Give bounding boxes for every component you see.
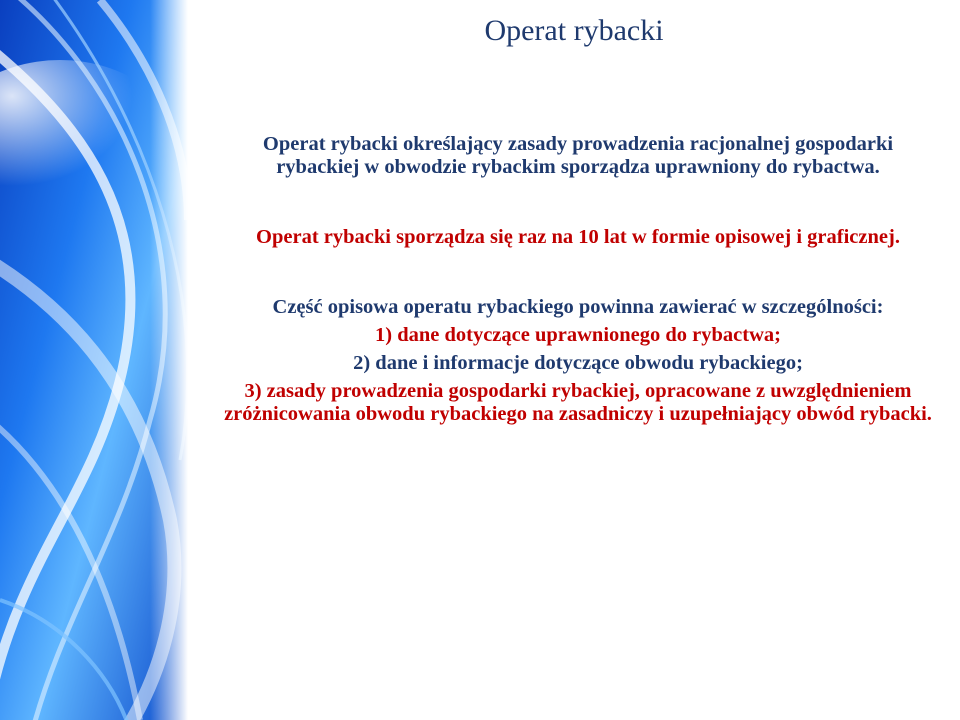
paragraph-frequency: Operat rybacki sporządza się raz na 10 lat w formie opisowej i graficznej. bbox=[256, 226, 900, 248]
slide-title: Operat rybacki bbox=[484, 14, 664, 47]
list-item: 1) dane dotyczące uprawnionego do rybactwa; bbox=[375, 324, 781, 346]
paragraph-descriptive-part: Część opisowa operatu rybackiego powinna zawierać w szczególności: bbox=[272, 296, 884, 318]
paragraph-definition: Operat rybacki określający zasady prowadzenia racjonalnej gospodarki rybackiej w obwodzie rybackim sporządza uprawniony do rybactwa. bbox=[262, 133, 894, 178]
list-item: 2) dane i informacje dotyczące obwodu rybackiego; bbox=[353, 352, 803, 374]
decorative-blue-swirl-background bbox=[0, 0, 188, 720]
slide-body bbox=[222, 133, 934, 426]
list-item: 3) zasady prowadzenia gospodarki rybackiej, opracowane z uwzględnieniem zróżnicowania obwodu rybackiego na zasadniczy i uzupełniający obwód rybacki. bbox=[224, 380, 932, 425]
swirl-art bbox=[0, 0, 188, 720]
